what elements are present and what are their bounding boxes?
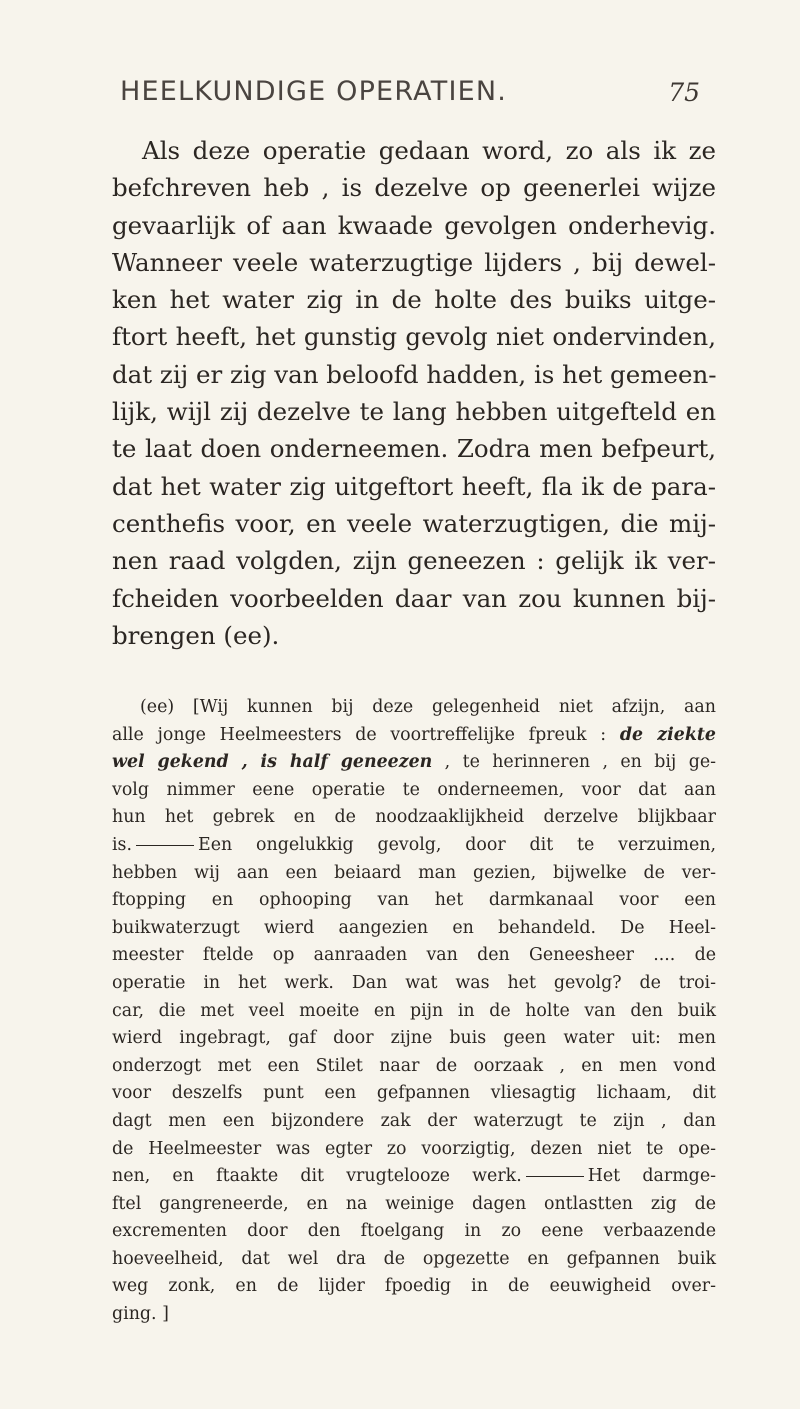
footnote-text: nen, en ftaakte dit vrugtelooze werk. [112,1166,522,1187]
footnote-line [112,749,716,777]
footnote-line: ging. ] [112,1304,169,1325]
running-head: HEELKUNDIGE OPERATIEN. [120,76,508,107]
footnote-line: (ee) [Wij kunnen bij deze gelegenheid niet afzijn, aan [140,697,716,717]
page-header [112,76,700,116]
text-line: gevaarlijk of aan kwaade gevolgen onderhevig. [112,210,716,240]
footnote-text: Het darmge- [587,1166,716,1187]
footnote-line [112,1163,716,1191]
footnote-line: onderzogt met een Stilet naar de oorzaak , en men vond [112,1055,716,1076]
footnote-line: ftopping en ophooping van het darmkanaal voor een [112,890,716,911]
text-line: ken het water zig in de holte des buiks uitge- [112,285,716,315]
footnote-line: ftel gangreneerde, en na weinige dagen ontlastten zig de [112,1193,716,1214]
text-line: Wanneer veele waterzugtige lijders , bij dewel- [112,247,716,277]
footnote-line: car, die met veel moeite en pijn in de holte van den buik [112,1000,716,1021]
footnote-line: buikwaterzugt wierd aangezien en behandeld. De Heel- [112,917,716,938]
text-line: brengen (ee). [112,620,280,650]
text-line: ftort heeft, het gunstig gevolg niet ondervinden, [112,322,716,352]
text-line: befchreven heb , is dezelve op geenerlei wijze [112,173,716,203]
text-line: dat zij er zig van beloofd hadden, is het gemeen- [112,359,717,389]
text-line: lijk, wijl zij dezelve te lang hebben uitgefteld en [112,397,716,427]
footnote-line: hoeveelheid, dat wel dra de opgezette en gefpannen buik [112,1248,716,1269]
text-line: te laat doen onderneemen. Zodra men befpeurt, [112,434,716,464]
footnote-text: , te herinneren , en bij ge- [432,752,716,773]
footnote-text: is. [112,834,133,855]
em-dash-rule [136,845,194,846]
text-line: nen raad volgden, zijn geneezen : gelijk ik ver- [112,546,716,576]
em-dash-rule [526,1176,584,1177]
footnote-line: excrementen door den ftoelgang in zo eene verbaazende [112,1221,716,1242]
footnote-line: wierd ingebragt, gaf door zijne buis geen water uit: men [112,1028,716,1049]
text-line: Als deze operatie gedaan word, zo als ik ze [142,136,716,165]
text-line: centhefis voor, en veele waterzugtigen, die mij- [112,508,716,538]
emphasized-quote: wel gekend , is half geneezen [112,752,433,773]
text-line: dat het water zig uitgeftort heeft, fla ik de para- [112,471,716,501]
main-paragraph [112,132,716,654]
footnote-line: weg zonk, en de lijder fpoedig in de eeuwigheid over- [112,1276,716,1297]
footnote-line: dagt men een bijzondere zak der waterzugt te zijn , dan [112,1110,716,1131]
footnote [112,694,716,1329]
footnote-line: voor deszelfs punt een gefpannen vliesagtig lichaam, dit [112,1083,716,1104]
footnote-line [112,722,716,750]
footnote-line [112,832,716,860]
text-line: fcheiden voorbeelden daar van zou kunnen bij- [112,583,716,613]
page-number: 75 [668,78,700,107]
footnote-line: hebben wij aan een beiaard man gezien, bijwelke de ver- [112,862,716,883]
emphasized-quote: de ziekte [619,724,716,745]
footnote-line: operatie in het werk. Dan wat was het gevolg? de troi- [112,972,716,993]
footnote-text: Een ongelukkig gevolg, door dit te verzuimen, [198,834,716,855]
footnote-line: volg nimmer eene operatie te onderneemen, voor dat aan [112,779,716,800]
footnote-line: meester ftelde op aanraaden van den Geneesheer .... de [112,945,716,966]
footnote-line: hun het gebrek en de noodzaaklijkheid derzelve blijkbaar [112,807,716,828]
footnote-text: alle jonge Heelmeesters de voortreffelijke fpreuk : [112,724,620,745]
footnote-line: de Heelmeester was egter zo voorzigtig, dezen niet te ope- [112,1138,716,1159]
